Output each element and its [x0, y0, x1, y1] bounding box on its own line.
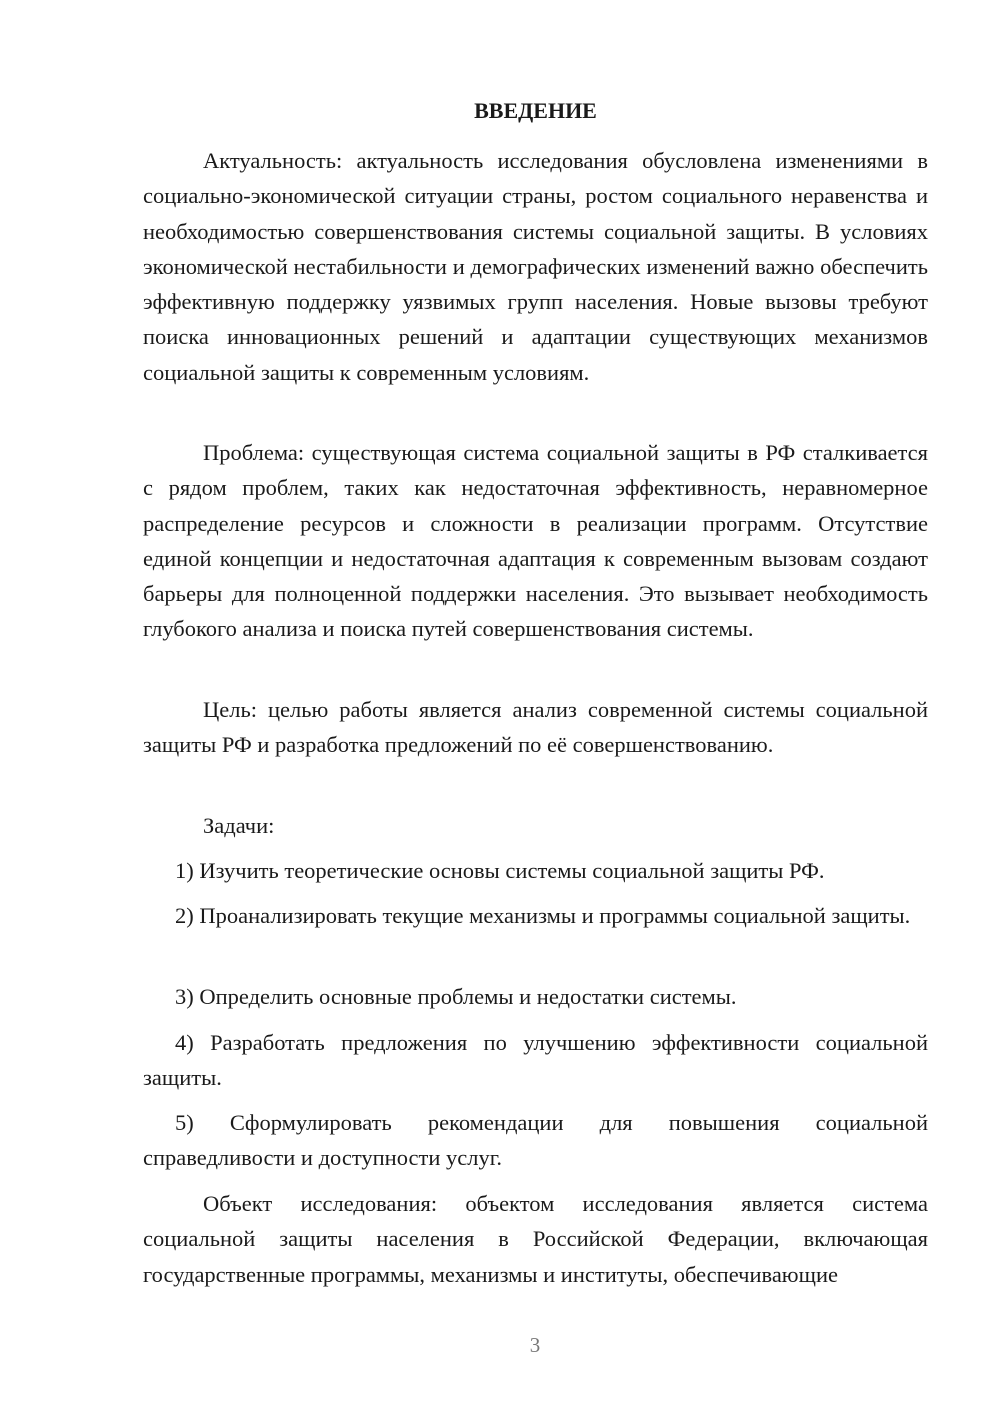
- goal-paragraph: Цель: целью работы является анализ современной системы социальной защиты РФ и разработка предложений по её совершенствованию.: [143, 697, 928, 758]
- page-title: ВВЕДЕНИЕ: [474, 98, 597, 123]
- relevance-paragraph: Актуальность: актуальность исследования обусловлена изменениями в социально-экономической ситуации страны, ростом социального неравенства и необходимостью совершенствования системы социальной защиты. В условиях экономической нестабильности и демографических изменений важно обеспечить эффективную поддержку уязвимых групп населения. Новые вызовы требуют поиска инновационных решений и адаптации существующих механизмов социальной защиты к современным условиям.: [143, 148, 928, 385]
- task-item-3: 3) Определить основные проблемы и недостатки системы.: [175, 984, 737, 1009]
- object-paragraph-block: [143, 1186, 928, 1292]
- task-item-5-block: [143, 1105, 928, 1176]
- relevance-paragraph-block: [143, 143, 928, 390]
- task-item-3-block: [143, 979, 928, 1014]
- tasks-label-block: [143, 808, 928, 843]
- page-number: 3: [529, 1333, 541, 1357]
- goal-paragraph-block: [143, 692, 928, 763]
- task-item-2: 2) Проанализировать текущие механизмы и программы социальной защиты.: [175, 903, 911, 928]
- task-item-4: 4) Разработать предложения по улучшению эффективности социальной защиты.: [143, 1030, 928, 1091]
- task-item-4-block: [143, 1025, 928, 1096]
- tasks-label: Задачи:: [203, 813, 275, 838]
- task-item-5: 5) Сформулировать рекомендации для повышения социальной справедливости и доступности услуг.: [143, 1110, 928, 1171]
- task-item-1: 1) Изучить теоретические основы системы социальной защиты РФ.: [175, 858, 825, 883]
- object-paragraph: Объект исследования: объектом исследования является система социальной защиты населения в Российской Федерации, включающая государственные программы, механизмы и институты, обеспечивающие: [143, 1191, 928, 1287]
- task-item-1-block: [143, 853, 928, 888]
- problem-paragraph: Проблема: существующая система социальной защиты в РФ сталкивается с рядом проблем, таких как недостаточная эффективность, неравномерное распределение ресурсов и сложности в реализации программ. Отсутствие единой концепции и недостаточная адаптация к современным вызовам создают барьеры для полноценной поддержки населения. Это вызывает необходимость глубокого анализа и поиска путей совершенствования системы.: [143, 440, 928, 642]
- task-item-2-block: [143, 898, 928, 933]
- problem-paragraph-block: [143, 435, 928, 647]
